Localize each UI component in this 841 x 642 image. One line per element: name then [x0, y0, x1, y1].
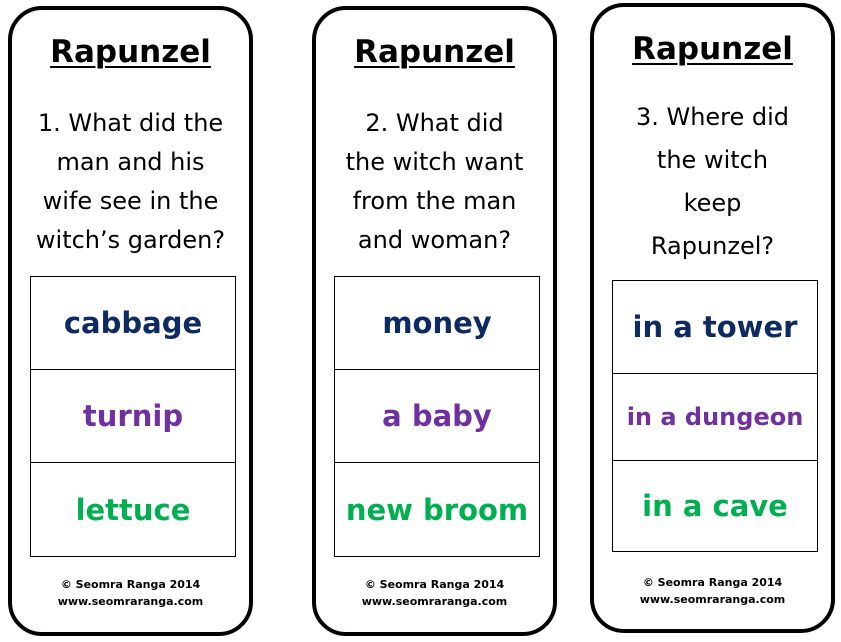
- footer: [12, 576, 249, 610]
- question-line: 3. Where did: [635, 103, 790, 131]
- card-title: Rapunzel: [354, 34, 515, 70]
- answer-table: [334, 276, 540, 557]
- question-line: and woman?: [357, 226, 512, 254]
- question-line: wife see in the: [42, 187, 219, 215]
- question-line: the witch want: [345, 148, 524, 176]
- question-line: 2. What did: [365, 109, 504, 137]
- question-line: witch’s garden?: [35, 226, 226, 254]
- question-line: 1. What did the: [37, 109, 224, 137]
- footer: [594, 574, 831, 608]
- answer-option-2[interactable]: a baby: [335, 370, 539, 463]
- answer-option-1[interactable]: cabbage: [31, 277, 235, 370]
- bookmark-card-1: [8, 6, 253, 636]
- answer-table: [612, 280, 818, 552]
- copyright-text: © Seomra Ranga 2014: [60, 578, 201, 591]
- answer-option-3[interactable]: new broom: [345, 492, 529, 527]
- website-url: www.seomraranga.com: [361, 595, 508, 608]
- copyright-text: © Seomra Ranga 2014: [642, 576, 783, 589]
- question-line: keep: [683, 189, 742, 217]
- card-title: Rapunzel: [50, 34, 211, 70]
- answer-table: [30, 276, 236, 557]
- question-line: man and his: [56, 148, 205, 176]
- card-title: Rapunzel: [632, 31, 793, 67]
- website-url: www.seomraranga.com: [57, 595, 204, 608]
- copyright-text: © Seomra Ranga 2014: [364, 578, 505, 591]
- footer: [316, 576, 553, 610]
- question-line: Rapunzel?: [650, 232, 775, 260]
- website-url: www.seomraranga.com: [639, 593, 786, 606]
- bookmark-card-3: [590, 3, 835, 633]
- bookmark-card-2: [312, 6, 557, 636]
- answer-option-3[interactable]: lettuce: [75, 492, 191, 527]
- answer-option-3[interactable]: in a cave: [642, 489, 788, 523]
- question-line: the witch: [656, 146, 769, 174]
- answer-option-2[interactable]: turnip: [31, 370, 235, 463]
- answer-option-1[interactable]: in a tower: [613, 281, 817, 374]
- question-text: [600, 96, 825, 268]
- question-line: from the man: [352, 187, 517, 215]
- question-text: [322, 104, 547, 260]
- answer-option-2[interactable]: in a dungeon: [613, 374, 817, 461]
- answer-option-1[interactable]: money: [335, 277, 539, 370]
- question-text: [18, 104, 243, 260]
